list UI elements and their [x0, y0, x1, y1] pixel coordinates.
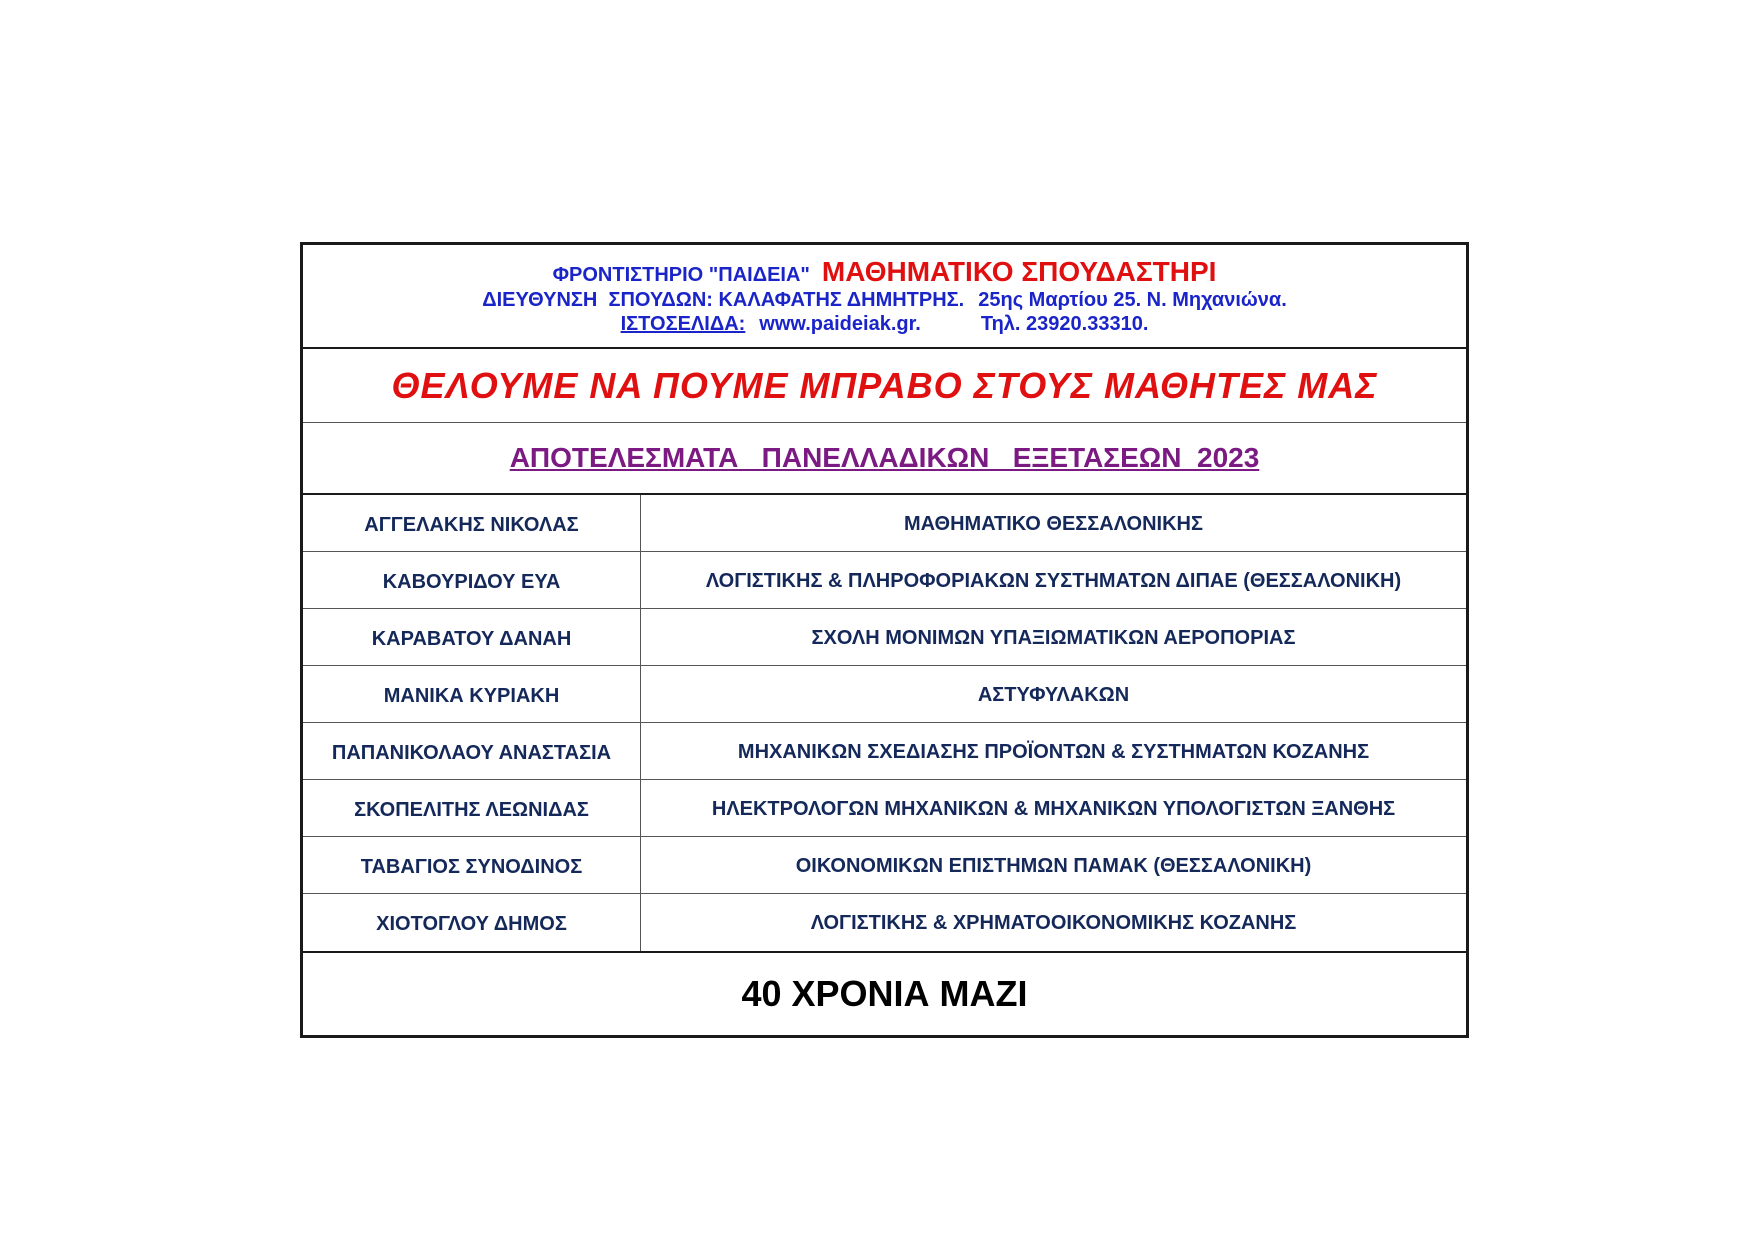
table-row	[303, 495, 1466, 552]
phone-number: Τηλ. 23920.33310.	[980, 313, 1149, 335]
student-name: ΤΑΒΑΓΙΟΣ ΣΥΝΟΔΙΝΟΣ	[303, 837, 641, 893]
table-row	[303, 666, 1466, 723]
student-name: ΜΑΝΙΚΑ ΚΥΡΙΑΚΗ	[303, 666, 641, 722]
results-table	[303, 495, 1466, 953]
website-label: ΙΣΤΟΣΕΛΙΔΑ:	[620, 313, 746, 335]
institute-name: ΦΡΟΝΤΙΣΤΗΡΙΟ "ΠΑΙΔΕΙΑ"	[552, 264, 810, 286]
table-row	[303, 894, 1466, 951]
brand-name: ΜΑΘΗΜΑΤΙΚΟ ΣΠΟΥΔΑΣΤΗΡΙ	[821, 256, 1217, 287]
student-name: ΠΑΠΑΝΙΚΟΛΑΟΥ ΑΝΑΣΤΑΣΙΑ	[303, 723, 641, 779]
slogan-banner: ΘΕΛΟΥΜΕ ΝΑ ΠΟΥΜΕ ΜΠΡΑΒΟ ΣΤΟΥΣ ΜΑΘΗΤΕΣ ΜΑΣ	[303, 349, 1466, 423]
student-school: ΜΑΘΗΜΑΤΙΚΟ ΘΕΣΣΑΛΟΝΙΚΗΣ	[903, 512, 1203, 535]
student-name: ΚΑΒΟΥΡΙΔΟΥ ΕΥΑ	[303, 552, 641, 608]
footer-banner: 40 ΧΡΟΝΙΑ ΜΑΖΙ	[741, 973, 1028, 1014]
direction-label: ΔΙΕΥΘΥΝΣΗ ΣΠΟΥΔΩΝ: ΚΑΛΑΦΑΤΗΣ ΔΗΜΗΤΡΗΣ.	[482, 289, 965, 311]
results-title: ΑΠΟΤΕΛΕΣΜΑΤΑ ΠΑΝΕΛΛΑΔΙΚΩΝ ΕΞΕΤΑΣΕΩΝ 2023	[303, 423, 1466, 495]
table-row	[303, 609, 1466, 666]
table-row	[303, 552, 1466, 609]
header-block	[303, 245, 1466, 349]
student-name: ΑΓΓΕΛΑΚΗΣ ΝΙΚΟΛΑΣ	[303, 495, 641, 551]
table-row	[303, 837, 1466, 894]
student-school: ΟΙΚΟΝΟΜΙΚΩΝ ΕΠΙΣΤΗΜΩΝ ΠΑΜΑΚ (ΘΕΣΣΑΛΟΝΙΚΗ)	[795, 854, 1312, 877]
table-row	[303, 723, 1466, 780]
header-line-3	[621, 313, 1149, 336]
student-school: ΑΣΤΥΦΥΛΑΚΩΝ	[977, 683, 1130, 706]
header-line-2	[482, 289, 1287, 312]
student-name: ΣΚΟΠΕΛΙΤΗΣ ΛΕΩΝΙΔΑΣ	[303, 780, 641, 836]
header-line-1	[553, 256, 1217, 288]
table-row	[303, 780, 1466, 837]
address-text: 25ης Μαρτίου 25. Ν. Μηχανιώνα.	[978, 289, 1287, 311]
student-school: ΛΟΓΙΣΤΙΚΗΣ & ΧΡΗΜΑΤΟΟΙΚΟΝΟΜΙΚΗΣ ΚΟΖΑΝΗΣ	[810, 912, 1297, 934]
student-school: ΛΟΓΙΣΤΙΚΗΣ & ΠΛΗΡΟΦΟΡΙΑΚΩΝ ΣΥΣΤΗΜΑΤΩΝ ΔΙΠΑΕ (ΘΕΣΣΑΛΟΝΙΚΗ)	[705, 569, 1402, 592]
website-link[interactable]: www.paideiak.gr.	[759, 313, 921, 335]
student-name: ΧΙΟΤΟΓΛΟΥ ΔΗΜΟΣ	[303, 894, 641, 951]
student-school: ΗΛΕΚΤΡΟΛΟΓΩΝ ΜΗΧΑΝΙΚΩΝ & ΜΗΧΑΝΙΚΩΝ ΥΠΟΛΟΓΙΣΤΩΝ ΞΑΝΘΗΣ	[711, 797, 1396, 820]
results-document	[300, 242, 1469, 1038]
student-school: ΣΧΟΛΗ ΜΟΝΙΜΩΝ ΥΠΑΞΙΩΜΑΤΙΚΩΝ ΑΕΡΟΠΟΡΙΑΣ	[811, 626, 1296, 649]
student-name: ΚΑΡΑΒΑΤΟΥ ΔΑΝΑΗ	[303, 609, 641, 665]
student-school: ΜΗΧΑΝΙΚΩΝ ΣΧΕΔΙΑΣΗΣ ΠΡΟΪΟΝΤΩΝ & ΣΥΣΤΗΜΑΤΩΝ ΚΟΖΑΝΗΣ	[737, 740, 1370, 763]
